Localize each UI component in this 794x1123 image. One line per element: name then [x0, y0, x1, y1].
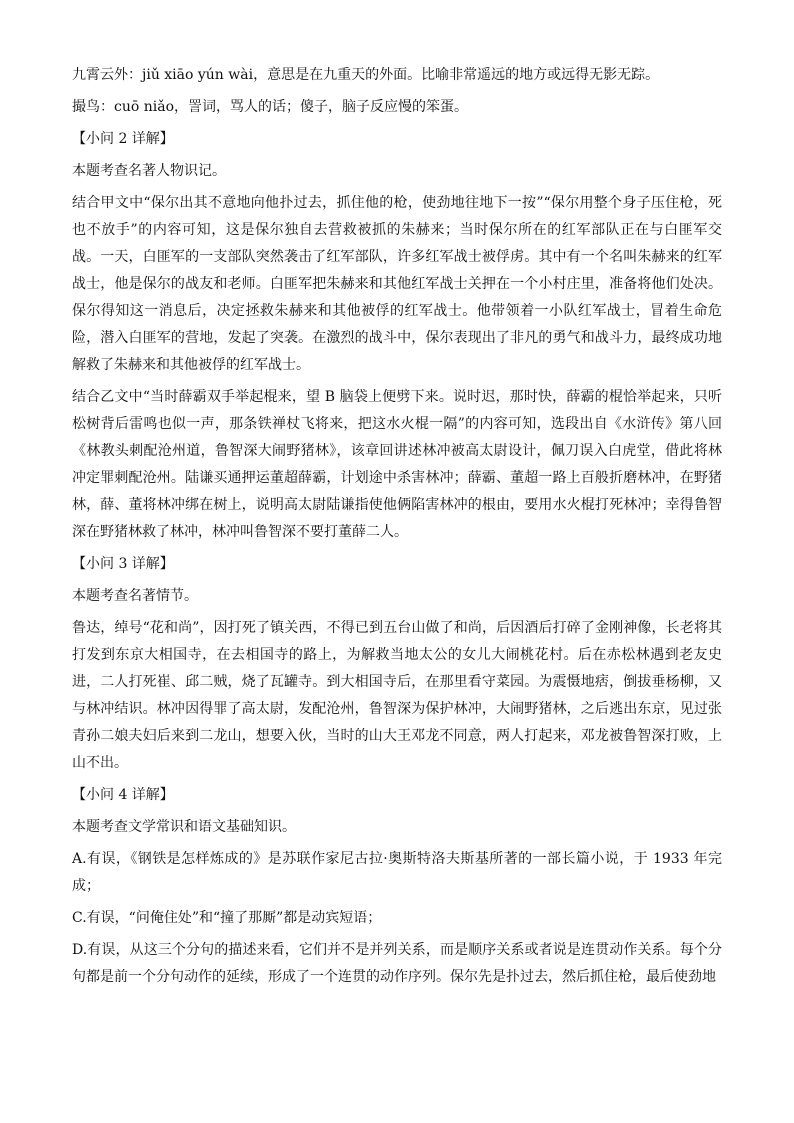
q2-analysis-b: 结合乙文中“当时薛霸双手举起棍来，望 B 脑袋上便劈下来。说时迟，那时快，薛霸的棍恰举起来，只听松树背后雷鸣也似一声，那条铁禅杖飞将来，把这水火棍一隔”的内容可知，选段出自《水浒传》第八回《林教头刺配沧州道，鲁智深大闹野猪林》，该章回讲述林冲被高太尉设计，佩刀误入白虎堂，借此将林冲定罪刺配沧州。陆谦买通押运董超薛霸，计划途中杀害林冲；薛霸、董超一路上百般折磨林冲，在野猪林，薛、董将林冲绑在树上，说明高太尉陆谦指使他俩陷害林冲的根由，要用水火棍打死林冲；幸得鲁智深在野猪林救了林冲，林冲叫鲁智深不要打董薛二人。 — [72, 389, 722, 540]
q4-topic: 本题考查文学常识和语文基础知识。 — [72, 819, 296, 835]
q2-topic: 本题考查名著人物识记。 — [72, 163, 226, 179]
section-head-q2: 【小问 2 详解】 — [72, 131, 174, 147]
definition-niao: 撮鸟：cuō niǎo，詈词，骂人的话；傻子，脑子反应慢的笨蛋。 — [72, 99, 469, 115]
q2-analysis-a: 结合甲文中“保尔出其不意地向他扑过去，抓住他的枪，使劲地往地下一按”“保尔用整个身子压住枪，死也不放手”的内容可知，这是保尔独自去营救被抓的朱赫来；当时保尔所在的红军部队正在与白匪军交战。一天，白匪军的一支部队突然袭击了红军部队，许多红军战士被俘虏。其中有一个名叫朱赫来的红军战士，他是保尔的战友和老师。白匪军把朱赫来和其他红军战士关押在一个小村庄里，准备将他们处决。保尔得知这一消息后，决定拯救朱赫来和其他被俘的红军战士。他带领着一小队红军战士，冒着生命危险，潜入白匪军的营地，发起了突袭。在激烈的战斗中，保尔表现出了非凡的勇气和战斗力，最终成功地解救了朱赫来和其他被俘的红军战士。 — [72, 195, 722, 373]
section-head-q4: 【小问 4 详解】 — [72, 787, 174, 803]
q3-topic: 本题考查名著情节。 — [72, 588, 198, 604]
definition-jiuxiao: 九霄云外：jiǔ xiāo yún wài，意思是在九重天的外面。比喻非常遥远的地方或远得无影无踪。 — [72, 67, 660, 83]
q4-option-c: C.有误，“问俺住处”和“撞了那厮”都是动宾短语； — [72, 910, 382, 926]
q3-analysis: 鲁达，绰号“花和尚”，因打死了镇关西，不得已到五台山做了和尚，后因酒后打碎了金刚神像，长老将其打发到东京大相国寺，在去相国寺的路上，为解救当地太公的女儿大闹桃花村。后在赤松林遇到老友史进，二人打死崔、邱二贼，烧了瓦罐寺。到大相国寺后，在那里看守菜园。为震慑地痞，倒拔垂杨柳，又与林冲结识。林冲因得罪了高太尉，发配沧州，鲁智深为保护林冲，大闹野猪林，之后逃出东京，见过张青孙二娘夫妇后来到二龙山，想要入伙，当时的山大王邓龙不同意，两人打起来，邓龙被鲁智深打败，上山不出。 — [72, 620, 722, 771]
section-head-q3: 【小问 3 详解】 — [72, 556, 174, 572]
q4-option-a: A.有误，《钢铁是怎样炼成的》是苏联作家尼古拉·奥斯特洛夫斯基所著的一部长篇小说，于 1933 年完成； — [72, 851, 722, 894]
document-page — [72, 62, 722, 996]
q4-option-d: D.有误，从这三个分句的描述来看，它们并不是并列关系，而是顺序关系或者说是连贯动作关系。每个分句都是前一个分句动作的延续，形成了一个连贯的动作序列。保尔先是扑过去，然后抓住枪，最后使劲地 — [72, 942, 722, 985]
